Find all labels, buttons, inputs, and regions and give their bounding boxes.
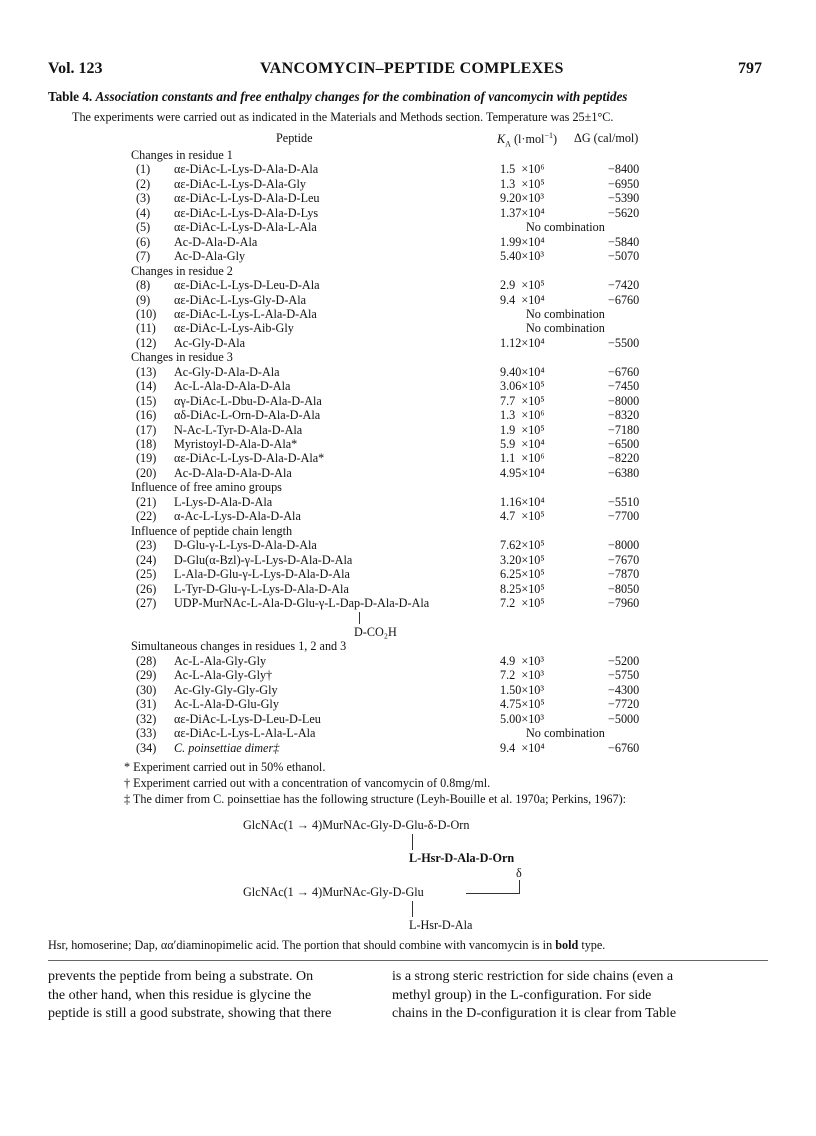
dg-value: −7180 bbox=[608, 422, 640, 437]
ka-value: 9.4 ×10⁴ bbox=[500, 740, 545, 755]
no-combination: No combination bbox=[526, 306, 605, 321]
table-row bbox=[0, 365, 816, 380]
peptide-name: Ac-D-Ala-D-Ala-D-Ala bbox=[174, 465, 292, 480]
structure-line-1: GlcNAc(1 → 4)MurNAc-Gly-D-Glu-δ-D-Orn bbox=[243, 818, 470, 832]
dg-value: −8320 bbox=[608, 408, 640, 423]
dg-value: −6760 bbox=[608, 292, 640, 307]
group-heading bbox=[0, 148, 816, 163]
page-number: 797 bbox=[738, 60, 762, 77]
row-number: (12) bbox=[136, 335, 157, 350]
dg-value: −6380 bbox=[608, 465, 640, 480]
ka-value: 7.2 ×10⁵ bbox=[500, 595, 545, 610]
dg-value: −7450 bbox=[608, 379, 640, 394]
ka-value: 1.5 ×10⁶ bbox=[500, 162, 545, 177]
row-number: (32) bbox=[136, 711, 157, 726]
peptide-name: αε-DiAc-L-Lys-D-Ala-D-Ala bbox=[174, 162, 319, 177]
ka-value: 4.7 ×10⁵ bbox=[500, 509, 545, 524]
body-right-line: methyl group) in the L-configuration. For side bbox=[392, 987, 652, 1003]
body-right-line: is a strong steric restriction for side chains (even a bbox=[392, 969, 674, 984]
row-number: (10) bbox=[136, 306, 157, 321]
ka-value: 2.9 ×10⁵ bbox=[500, 278, 545, 293]
peptide-name: αε-DiAc-L-Lys-D-Ala-L-Ala bbox=[174, 220, 317, 235]
ka-value: 1.99×10⁴ bbox=[500, 234, 545, 249]
ka-value: 1.9 ×10⁵ bbox=[500, 422, 545, 437]
group-heading bbox=[0, 639, 816, 654]
dg-value: −8050 bbox=[608, 581, 640, 596]
peptide-name: αε-DiAc-L-Lys-L-Ala-L-Ala bbox=[174, 726, 316, 741]
ka-value: 9.40×10⁴ bbox=[500, 364, 545, 379]
peptide-name: Ac-Gly-Gly-Gly-Gly bbox=[174, 682, 278, 697]
dg-value: −5390 bbox=[608, 191, 640, 206]
no-combination: No combination bbox=[526, 321, 605, 336]
row-number: (2) bbox=[136, 176, 151, 191]
table-row bbox=[0, 408, 816, 423]
peptide-name: Ac-D-Ala-Gly bbox=[174, 249, 246, 264]
table-row bbox=[0, 437, 816, 452]
ka-value: 9.4 ×10⁴ bbox=[500, 292, 545, 307]
group-label: Influence of free amino groups bbox=[131, 480, 282, 495]
row-number: (25) bbox=[136, 567, 157, 582]
peptide-name: αε-DiAc-L-Lys-D-Ala-D-Ala* bbox=[174, 451, 325, 466]
footnote-ethanol: * Experiment carried out in 50% ethanol. bbox=[124, 760, 326, 774]
ka-value: 1.12×10⁴ bbox=[500, 335, 545, 350]
peptide-name: Ac-Gly-D-Ala bbox=[174, 335, 246, 350]
table-row bbox=[0, 336, 816, 351]
group-heading bbox=[0, 480, 816, 495]
structure-line-2: L-Hsr-D-Ala-D-Orn bbox=[409, 851, 515, 865]
structure-line-3: GlcNAc(1 → 4)MurNAc-Gly-D-Glu bbox=[243, 885, 424, 899]
ka-value: 4.75×10⁵ bbox=[500, 697, 545, 712]
dg-value: −7720 bbox=[608, 697, 640, 712]
peptide-name: αε-DiAc-L-Lys-Aib-Gly bbox=[174, 321, 294, 336]
table-row bbox=[0, 220, 816, 235]
row-number: (18) bbox=[136, 437, 157, 451]
ka-value: 1.3 ×10⁶ bbox=[500, 408, 545, 423]
structure-bond-1 bbox=[412, 834, 413, 850]
table-row bbox=[0, 423, 816, 438]
peptide-name: Ac-Gly-D-Ala-D-Ala bbox=[174, 364, 280, 379]
body-column-left bbox=[48, 968, 331, 1024]
table-row bbox=[0, 582, 816, 597]
row-number: (9) bbox=[136, 292, 151, 307]
peptide-name: αε-DiAc-L-Lys-D-Leu-D-Leu bbox=[174, 711, 321, 726]
row-number: (27) bbox=[136, 595, 157, 610]
body-left-line: prevents the peptide from being a substrate. On bbox=[48, 969, 314, 984]
group-label: Influence of peptide chain length bbox=[131, 523, 293, 538]
row-number: (21) bbox=[136, 494, 157, 509]
ka-value: 1.1 ×10⁶ bbox=[500, 451, 545, 466]
table-subtitle: The experiments were carried out as indicated in the Materials and Methods section. Temperature was 25±1°C. bbox=[72, 110, 614, 124]
row-number: (17) bbox=[136, 422, 157, 437]
running-title: VANCOMYCIN–PEPTIDE COMPLEXES bbox=[260, 60, 564, 77]
ka-value: 7.62×10⁵ bbox=[500, 538, 545, 553]
table-row bbox=[0, 394, 816, 409]
table-row bbox=[0, 538, 816, 553]
peptide-name: Ac-L-Ala-Gly-Gly† bbox=[174, 668, 273, 683]
structure-bond-2 bbox=[519, 880, 520, 893]
table-row bbox=[0, 466, 816, 481]
ka-value: 7.7 ×10⁵ bbox=[500, 393, 545, 408]
peptide-name: N-Ac-L-Tyr-D-Ala-D-Ala bbox=[174, 422, 303, 437]
dg-value: −6500 bbox=[608, 437, 640, 451]
row-number: (15) bbox=[136, 393, 157, 408]
peptide-name: α-Ac-L-Lys-D-Ala-D-Ala bbox=[174, 509, 301, 524]
dg-value: −7870 bbox=[608, 567, 640, 582]
row-number: (34) bbox=[136, 740, 157, 755]
dg-value: −6950 bbox=[608, 176, 640, 191]
row-number: (22) bbox=[136, 509, 157, 524]
table-row bbox=[0, 683, 816, 698]
ka-value: 9.20×10³ bbox=[500, 191, 545, 206]
footnote-dimer: ‡ The dimer from C. poinsettiae has the following structure (Leyh-Bouille et al. 1970a; Perkins, 1967): bbox=[124, 792, 627, 806]
dg-value: −5620 bbox=[608, 205, 640, 220]
row-number: (30) bbox=[136, 682, 157, 697]
structure-line-4: L-Hsr-D-Ala bbox=[409, 918, 473, 932]
table-row bbox=[0, 177, 816, 192]
body-right-line: chains in the D-configuration it is clear from Table bbox=[392, 1006, 677, 1021]
legend-bold: bold bbox=[555, 938, 579, 952]
table-row bbox=[0, 726, 816, 741]
group-label: Simultaneous changes in residues 1, 2 and 3 bbox=[131, 639, 347, 654]
no-combination: No combination bbox=[526, 220, 605, 235]
branch-line-27 bbox=[359, 612, 360, 624]
structure-delta: δ bbox=[516, 866, 522, 880]
ka-value: 6.25×10⁵ bbox=[500, 567, 545, 582]
table-row bbox=[0, 596, 816, 611]
table-row bbox=[0, 379, 816, 394]
dg-value: −5200 bbox=[608, 653, 640, 668]
dg-value: −6760 bbox=[608, 364, 640, 379]
row-number: (7) bbox=[136, 249, 151, 264]
table-row bbox=[0, 668, 816, 683]
row-number: (5) bbox=[136, 220, 151, 235]
table-title-text: Association constants and free enthalpy changes for the combination of vancomycin with peptides bbox=[95, 89, 628, 104]
table-legend bbox=[48, 938, 605, 953]
peptide-name: D-Glu(α-Bzl)-γ-L-Lys-D-Ala-D-Ala bbox=[174, 552, 353, 567]
structure-bond-4 bbox=[412, 901, 413, 917]
dg-value: −6760 bbox=[608, 740, 640, 755]
row-number: (11) bbox=[136, 321, 156, 336]
legend-text: Hsr, homoserine; Dap, αα′diaminopimelic acid. The portion that should combine with vancomycin is in bbox=[48, 938, 556, 952]
dg-value: −5500 bbox=[608, 335, 640, 350]
row-number: (8) bbox=[136, 278, 151, 293]
peptide-name: αε-DiAc-L-Lys-D-Leu-D-Ala bbox=[174, 278, 320, 293]
table-label: Table 4. bbox=[48, 89, 93, 104]
ka-value: 4.9 ×10³ bbox=[500, 653, 545, 668]
dg-value: −7960 bbox=[608, 595, 640, 610]
peptide-name: Ac-L-Ala-D-Ala-D-Ala bbox=[174, 379, 291, 394]
dg-value: −7420 bbox=[608, 278, 640, 293]
table-row bbox=[0, 697, 816, 712]
table-title bbox=[48, 89, 627, 105]
ka-value: 7.2 ×10³ bbox=[500, 668, 545, 683]
table-row bbox=[0, 509, 816, 524]
ka-value: 4.95×10⁴ bbox=[500, 465, 545, 480]
table-row bbox=[0, 321, 816, 336]
ka-value: 8.25×10⁵ bbox=[500, 581, 545, 596]
peptide-name: Ac-L-Ala-Gly-Gly bbox=[174, 653, 267, 668]
peptide-name: αε-DiAc-L-Lys-L-Ala-D-Ala bbox=[174, 306, 317, 321]
dg-value: −5750 bbox=[608, 668, 640, 683]
dg-value: −8400 bbox=[608, 162, 640, 177]
dg-value: −8220 bbox=[608, 451, 640, 466]
table-row bbox=[0, 567, 816, 582]
dg-value: −5510 bbox=[608, 494, 640, 509]
row-number: (14) bbox=[136, 379, 157, 394]
peptide-name: L-Lys-D-Ala-D-Ala bbox=[174, 494, 273, 509]
table-row bbox=[0, 162, 816, 177]
peptide-name: L-Ala-D-Glu-γ-L-Lys-D-Ala-D-Ala bbox=[174, 567, 350, 582]
peptide-name: L-Tyr-D-Glu-γ-L-Lys-D-Ala-D-Ala bbox=[174, 581, 349, 596]
row-number: (26) bbox=[136, 581, 157, 596]
row-number: (16) bbox=[136, 408, 157, 423]
col-peptide-header: Peptide bbox=[276, 131, 313, 145]
table-row bbox=[0, 451, 816, 466]
ka-value: 5.9 ×10⁴ bbox=[500, 437, 545, 451]
group-heading bbox=[0, 264, 816, 279]
table-row bbox=[0, 249, 816, 264]
structure-bond-3 bbox=[466, 893, 520, 894]
peptide-name: αε-DiAc-L-Lys-D-Ala-Gly bbox=[174, 176, 306, 191]
body-left-line: the other hand, when this residue is glycine the bbox=[48, 987, 312, 1003]
peptide-name: Ac-L-Ala-D-Glu-Gly bbox=[174, 697, 279, 712]
peptide-name: Ac-D-Ala-D-Ala bbox=[174, 234, 258, 249]
dg-value: −8000 bbox=[608, 538, 640, 553]
peptide-name: C. poinsettiae dimer‡ bbox=[174, 740, 280, 755]
table-row bbox=[0, 293, 816, 308]
footnote-concentration: † Experiment carried out with a concentration of vancomycin of 0.8mg/ml. bbox=[124, 776, 491, 790]
dg-value: −7700 bbox=[608, 509, 640, 524]
table-row bbox=[0, 278, 816, 293]
peptide-name: αε-DiAc-L-Lys-Gly-D-Ala bbox=[174, 292, 306, 307]
row-number: (28) bbox=[136, 653, 157, 668]
table-separator bbox=[48, 960, 768, 961]
peptide-name: αδ-DiAc-L-Orn-D-Ala-D-Ala bbox=[174, 408, 321, 423]
ka-value: 3.06×10⁵ bbox=[500, 379, 545, 394]
ka-value: 1.16×10⁴ bbox=[500, 494, 545, 509]
row-number: (33) bbox=[136, 726, 157, 741]
no-combination: No combination bbox=[526, 726, 605, 741]
row-number: (1) bbox=[136, 162, 151, 177]
peptide-name: UDP-MurNAc-L-Ala-D-Glu-γ-L-Dap-D-Ala-D-Ala bbox=[174, 595, 430, 610]
dg-value: −5070 bbox=[608, 249, 640, 264]
legend-suffix: type. bbox=[578, 938, 606, 952]
table-row bbox=[0, 191, 816, 206]
dg-value: −4300 bbox=[608, 682, 640, 697]
row-number: (4) bbox=[136, 205, 151, 220]
dg-value: −5000 bbox=[608, 711, 640, 726]
peptide-name: αε-DiAc-L-Lys-D-Ala-D-Lys bbox=[174, 205, 319, 220]
row-number: (6) bbox=[136, 234, 151, 249]
ka-value: 1.50×10³ bbox=[500, 682, 545, 697]
ka-value: 1.37×10⁴ bbox=[500, 205, 545, 220]
row-number: (29) bbox=[136, 668, 157, 683]
ka-value: 5.00×10³ bbox=[500, 711, 545, 726]
peptide-name: Myristoyl-D-Ala-D-Ala* bbox=[174, 437, 298, 451]
peptide-name: αε-DiAc-L-Lys-D-Ala-D-Leu bbox=[174, 191, 320, 206]
ka-value: 1.3 ×10⁵ bbox=[500, 176, 545, 191]
peptide-name: D-Glu-γ-L-Lys-D-Ala-D-Ala bbox=[174, 538, 317, 553]
table-row bbox=[0, 235, 816, 250]
table-row bbox=[0, 712, 816, 727]
group-label: Changes in residue 1 bbox=[131, 148, 233, 162]
row-number: (20) bbox=[136, 465, 157, 480]
row-number: (3) bbox=[136, 191, 151, 206]
body-left-line: peptide is still a good substrate, showing that there bbox=[48, 1006, 332, 1021]
row-number: (24) bbox=[136, 552, 157, 567]
row-number: (19) bbox=[136, 451, 157, 466]
volume-label: Vol. 123 bbox=[48, 60, 103, 77]
group-label: Changes in residue 2 bbox=[131, 263, 233, 278]
table-row bbox=[0, 741, 816, 756]
table-row bbox=[0, 495, 816, 510]
col-dg-header: ΔG (cal/mol) bbox=[574, 131, 639, 145]
row-number: (13) bbox=[136, 364, 157, 379]
row-number: (23) bbox=[136, 538, 157, 553]
dg-value: −8000 bbox=[608, 393, 640, 408]
table-row bbox=[0, 654, 816, 669]
body-column-right bbox=[392, 968, 676, 1024]
row-number: (31) bbox=[136, 697, 157, 712]
group-heading bbox=[0, 350, 816, 365]
row-27-branch: D-CO₂H bbox=[354, 625, 397, 639]
dg-value: −5840 bbox=[608, 234, 640, 249]
ka-value: 3.20×10⁵ bbox=[500, 552, 545, 567]
dg-value: −7670 bbox=[608, 552, 640, 567]
table-row bbox=[0, 307, 816, 322]
ka-value: 5.40×10³ bbox=[500, 249, 545, 264]
group-label: Changes in residue 3 bbox=[131, 350, 233, 365]
table-row bbox=[0, 553, 816, 568]
peptide-name: αγ-DiAc-L-Dbu-D-Ala-D-Ala bbox=[174, 393, 322, 408]
col-ka-header: $K_A$ (l·mol$^{-1}$) bbox=[497, 131, 558, 149]
table-row bbox=[0, 206, 816, 221]
group-heading bbox=[0, 524, 816, 539]
